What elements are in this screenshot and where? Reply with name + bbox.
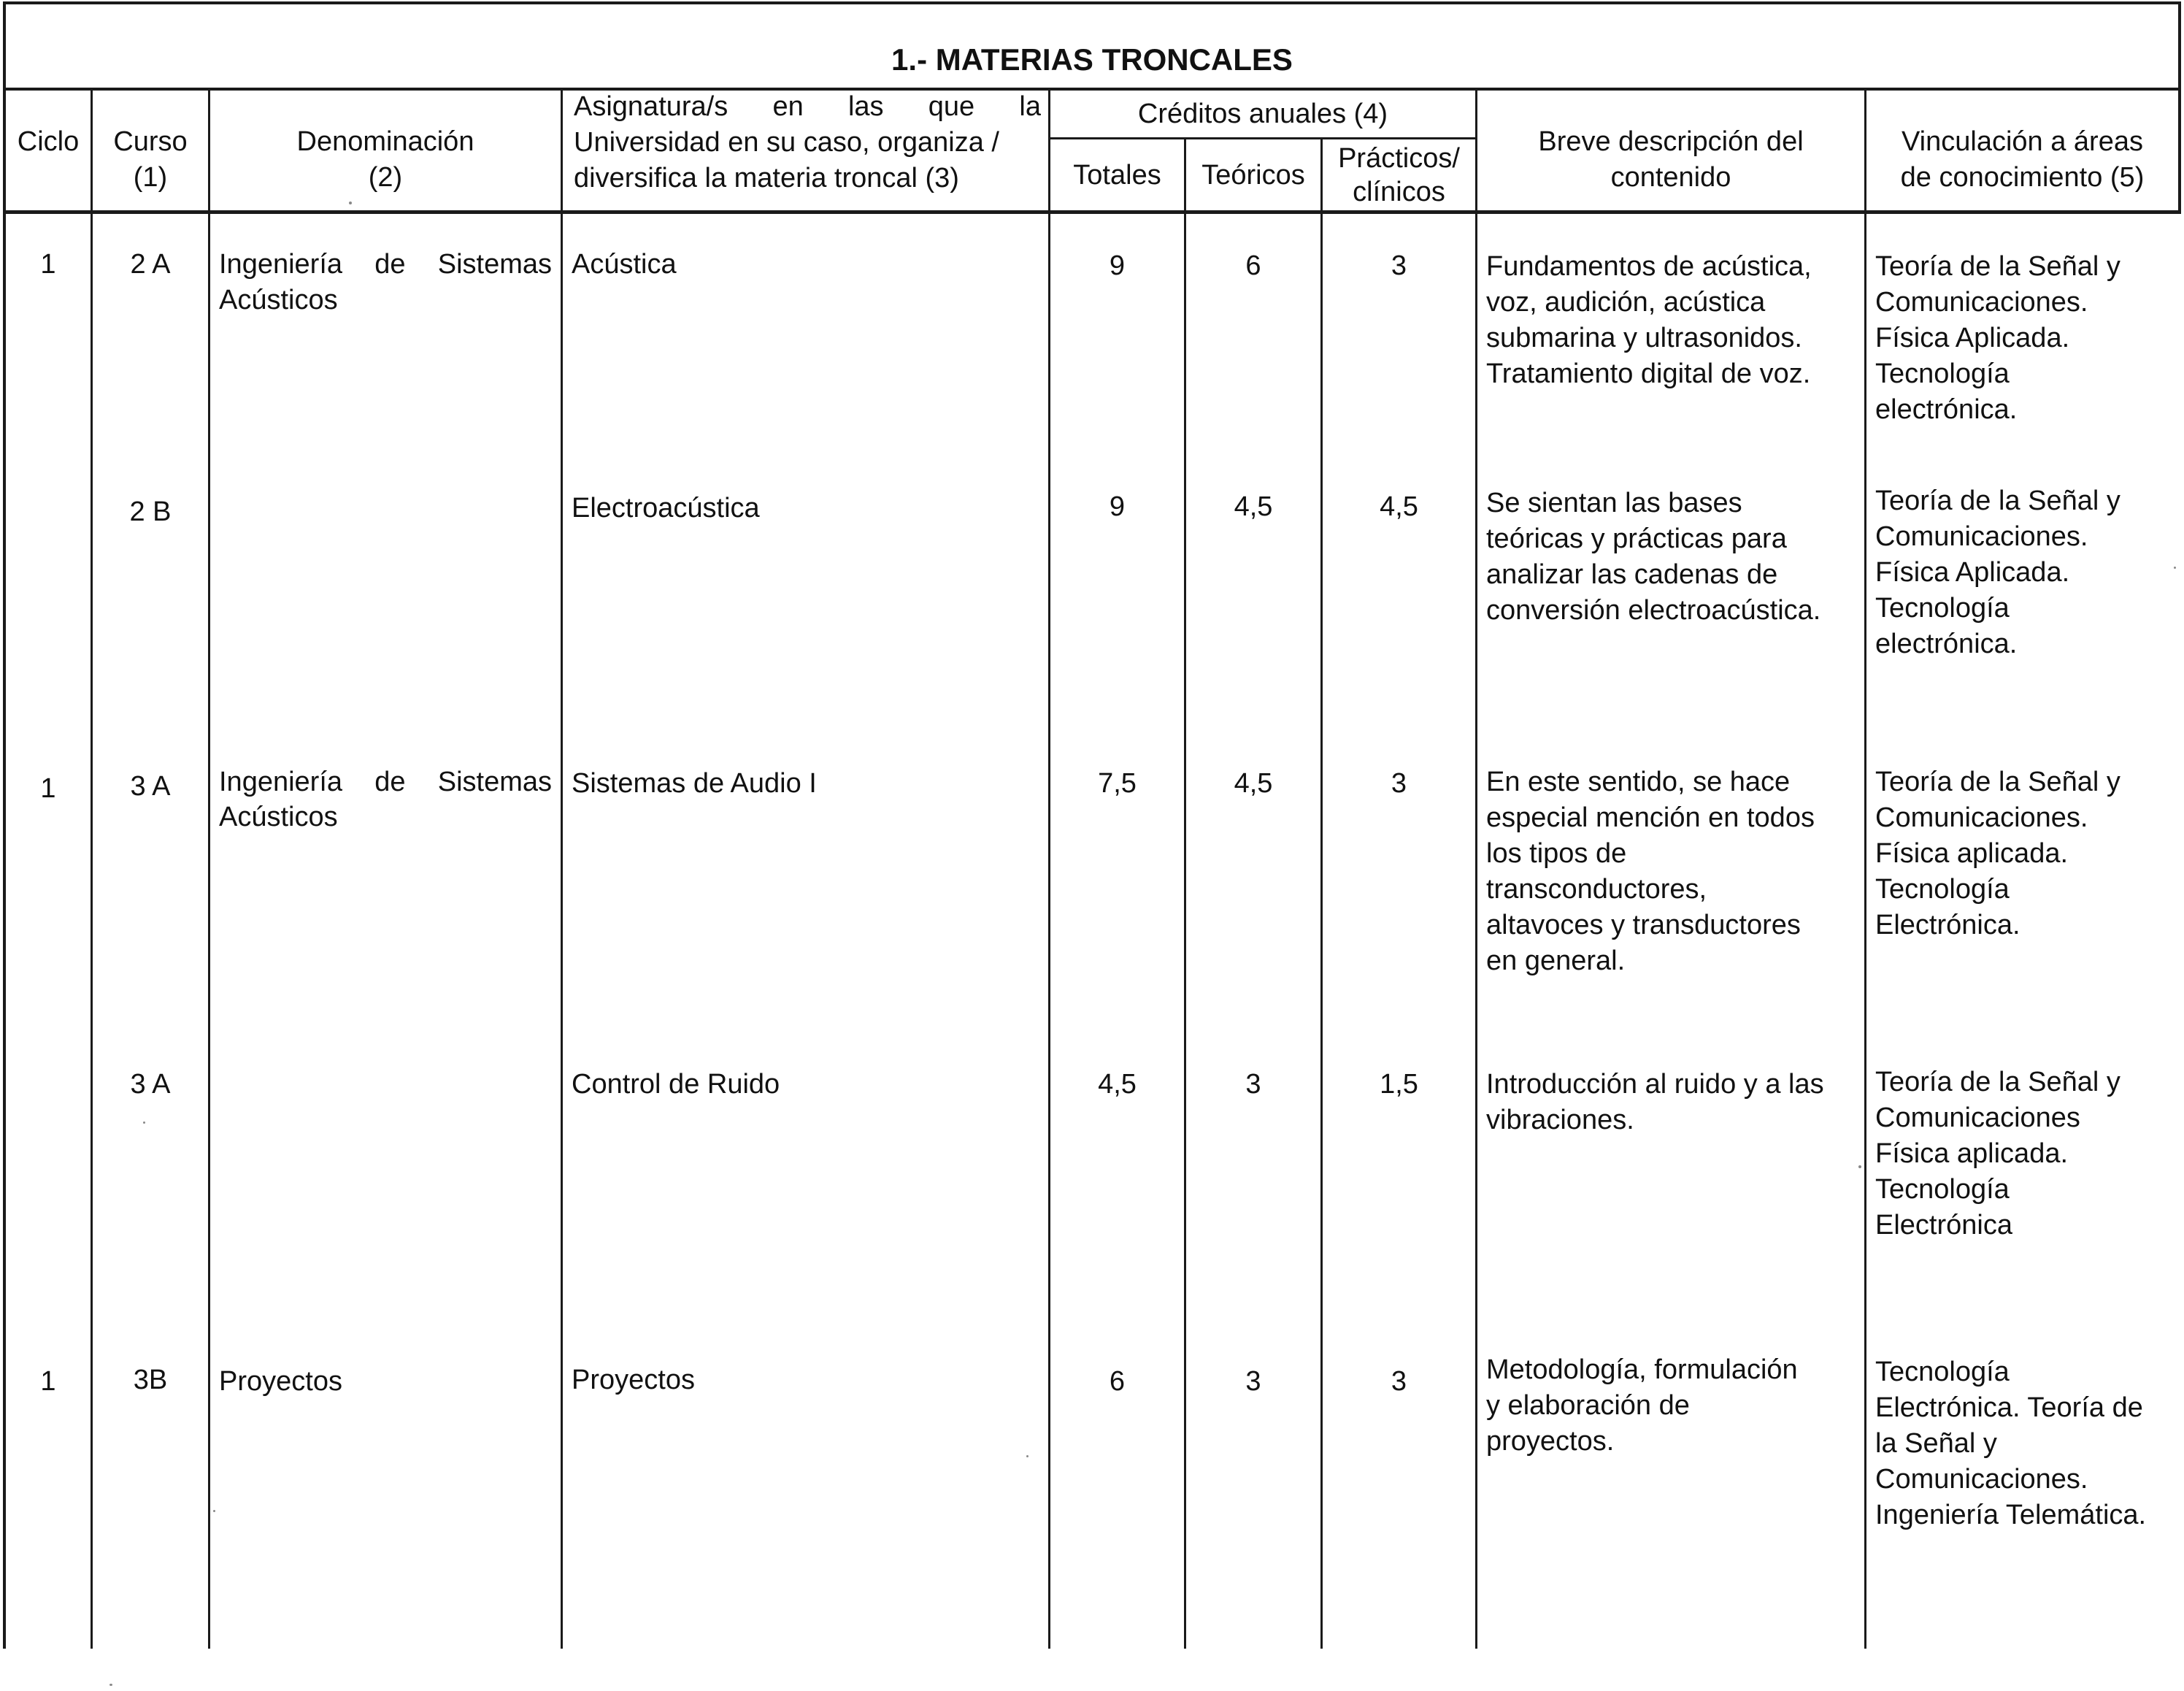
col-divider-curso	[208, 89, 210, 1649]
cell-practicos: 3	[1391, 768, 1407, 799]
cell-practicos: 3	[1391, 1366, 1407, 1397]
cell-vinculacion: Teoría de la Señal y Comunicaciones. Física aplicada. Tecnología Electrónica.	[1875, 767, 2120, 940]
cell-curso: 3 A	[130, 771, 171, 802]
cell-totales: 9	[1109, 491, 1126, 522]
header-curso: Curso (1)	[113, 126, 188, 193]
title-divider	[3, 88, 2181, 91]
col-divider-asignatura	[1048, 89, 1050, 1649]
cell-teoricos: 6	[1245, 250, 1261, 281]
cell-totales: 6	[1109, 1366, 1126, 1397]
col-divider-denominacion	[561, 89, 563, 1649]
cell-vinculacion: Teoría de la Señal y Comunicaciones Física aplicada. Tecnología Electrónica	[1875, 1067, 2120, 1241]
cell-teoricos: 4,5	[1234, 491, 1273, 522]
cell-practicos: 1,5	[1380, 1069, 1418, 1100]
header-totales: Totales	[1073, 160, 1161, 191]
cell-totales: 4,5	[1098, 1069, 1137, 1100]
cell-descripcion: Metodología, formulación y elaboración de proyectos.	[1486, 1354, 1798, 1457]
cell-vinculacion: Teoría de la Señal y Comunicaciones. Física Aplicada. Tecnología electrónica.	[1875, 251, 2120, 425]
header-divider	[3, 210, 2181, 214]
cell-ciclo: 1	[40, 1366, 56, 1397]
cell-curso: 2 A	[130, 249, 171, 280]
scan-speck	[1858, 1165, 1861, 1168]
scan-speck	[2174, 567, 2176, 569]
cell-asignatura: Proyectos	[572, 1365, 695, 1395]
scan-speck	[213, 1510, 215, 1512]
scan-speck	[1026, 1455, 1028, 1457]
table-border-top	[3, 1, 2181, 4]
scan-speck	[349, 202, 352, 204]
cell-denominacion-line1: Proyectos	[219, 1366, 342, 1397]
cell-asignatura: Sistemas de Audio I	[572, 768, 817, 799]
cell-descripcion: Introducción al ruido y a las vibraciones.	[1486, 1069, 1824, 1135]
cell-vinculacion: Teoría de la Señal y Comunicaciones. Física Aplicada. Tecnología electrónica.	[1875, 486, 2120, 659]
header-asignatura-line1: Asignatura/s en las que la	[574, 91, 1041, 122]
header-vinculacion: Vinculación a áreas de conocimiento (5)	[1900, 126, 2145, 193]
cell-curso: 3 A	[130, 1069, 171, 1100]
header-creditos-anuales: Créditos anuales (4)	[1137, 99, 1388, 129]
table-title: 1.- MATERIAS TRONCALES	[891, 42, 1293, 77]
header-teoricos: Teóricos	[1201, 160, 1305, 191]
cell-asignatura: Control de Ruido	[572, 1069, 780, 1100]
cell-ciclo: 1	[40, 773, 56, 804]
cell-practicos: 4,5	[1380, 491, 1418, 522]
cell-teoricos: 3	[1245, 1366, 1261, 1397]
col-divider-ciclo	[91, 89, 93, 1649]
col-divider-totales	[1184, 139, 1186, 1649]
cell-descripcion: Fundamentos de acústica, voz, audición, acústica submarina y ultrasonidos. Tratamiento digital de voz.	[1486, 251, 1812, 389]
table-border-right	[2178, 1, 2181, 212]
cell-teoricos: 4,5	[1234, 768, 1273, 799]
col-divider-descripcion	[1864, 89, 1866, 1649]
cell-vinculacion: Tecnología Electrónica. Teoría de la Señal y Comunicaciones. Ingeniería Telemática.	[1875, 1357, 2147, 1530]
cell-denominacion-rest: Acústicos	[219, 285, 338, 315]
col-divider-teoricos	[1320, 139, 1323, 1649]
cell-totales: 7,5	[1098, 768, 1137, 799]
header-asignatura-rest: Universidad en su caso, organiza / diversifica la materia troncal (3)	[574, 127, 999, 193]
cell-denominacion-rest: Acústicos	[219, 802, 338, 832]
cell-teoricos: 3	[1245, 1069, 1261, 1100]
header-descripcion: Breve descripción del contenido	[1538, 126, 1804, 193]
cell-totales: 9	[1109, 250, 1126, 281]
cell-curso: 2 B	[129, 496, 172, 527]
header-denominacion: Denominación (2)	[296, 126, 474, 193]
header-ciclo: Ciclo	[17, 126, 80, 157]
cell-asignatura: Electroacústica	[572, 493, 760, 524]
cell-practicos: 3	[1391, 250, 1407, 281]
col-divider-creditos	[1475, 89, 1477, 1649]
cell-asignatura: Acústica	[572, 249, 677, 280]
cell-denominacion-line1: Ingeniería de Sistemas	[219, 249, 552, 280]
cell-descripcion: Se sientan las bases teóricas y prácticas para analizar las cadenas de conversión electroacústica.	[1486, 488, 1821, 626]
cell-descripcion: En este sentido, se hace especial mención en todos los tipos de transconductores, altavoces y transductores en general.	[1486, 767, 1815, 976]
creditos-divider	[1048, 137, 1476, 139]
scan-speck	[109, 1684, 112, 1686]
cell-curso: 3B	[133, 1365, 168, 1395]
cell-ciclo: 1	[40, 249, 56, 280]
cell-denominacion-line1: Ingeniería de Sistemas	[219, 767, 552, 797]
header-practicos-clinicos: Prácticos/ clínicos	[1338, 143, 1460, 207]
scan-speck	[143, 1121, 145, 1124]
